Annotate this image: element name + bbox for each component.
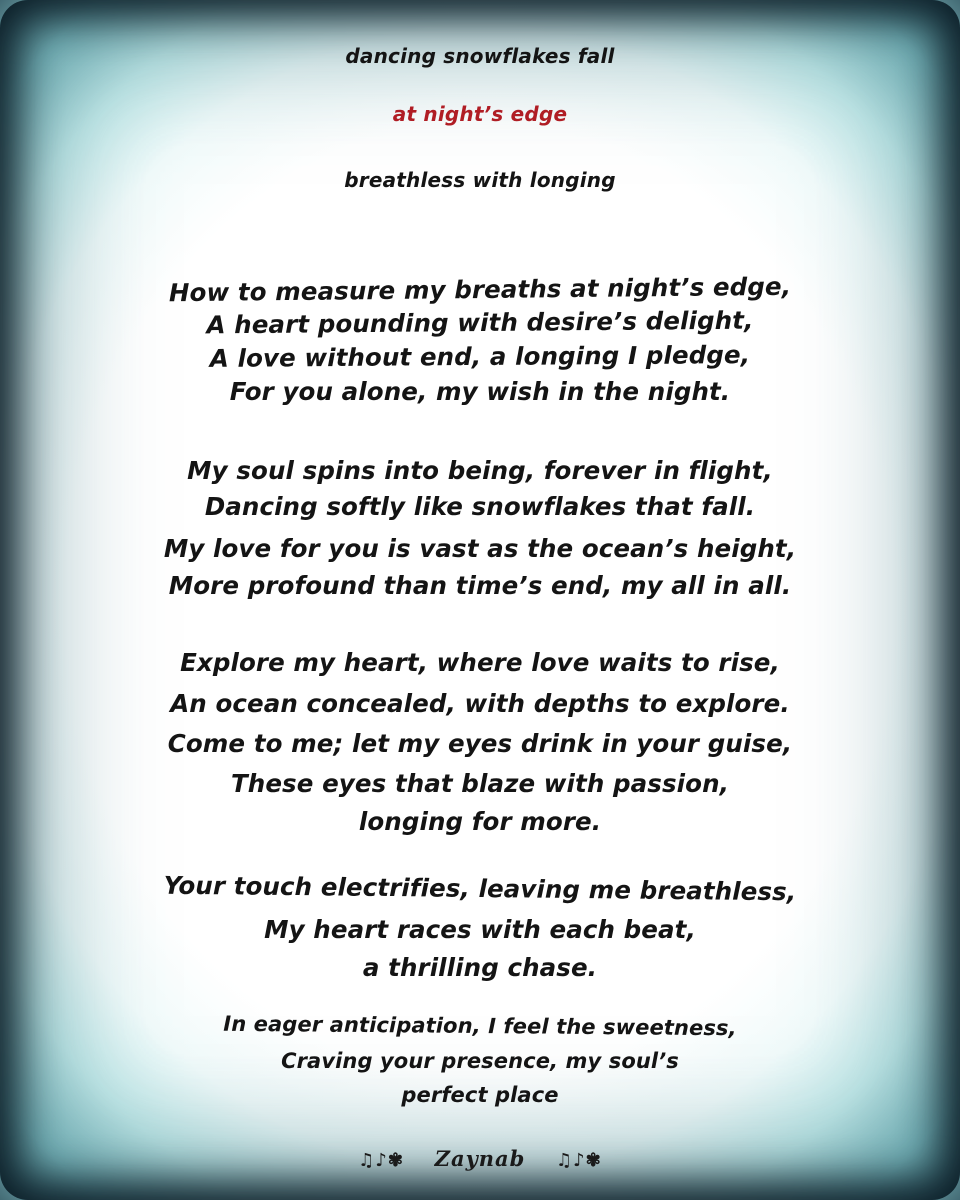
stanza-4-line-2: My heart races with each beat, bbox=[264, 915, 696, 944]
intro-line-2: at night’s edge bbox=[392, 102, 568, 126]
stanza-5-line-3: perfect place bbox=[401, 1083, 559, 1107]
stanza-5-line-1: In eager anticipation, I feel the sweetness, bbox=[223, 1011, 737, 1041]
stanza-1-line-4: For you alone, my wish in the night. bbox=[229, 377, 731, 406]
stanza-2-line-4: More profound than time’s end, my all in all. bbox=[168, 571, 792, 600]
stanza-2-line-2: Dancing softly like snowflakes that fall. bbox=[204, 492, 756, 521]
music-note-ornament-left: ♫♪✾ bbox=[358, 1150, 405, 1171]
stanza-1-line-3: A love without end, a longing I pledge, bbox=[209, 340, 751, 373]
stanza-1-line-1: How to measure my breaths at night’s edge, bbox=[168, 271, 792, 308]
stanza-3-line-5: longing for more. bbox=[358, 807, 602, 836]
stanza-4-line-3: a thrilling chase. bbox=[362, 953, 598, 982]
intro-line-1: dancing snowflakes fall bbox=[345, 44, 615, 68]
stanza-3-line-1: Explore my heart, where love waits to rise, bbox=[180, 648, 780, 677]
stanza-5-line-2: Craving your presence, my soul’s bbox=[281, 1049, 679, 1073]
stanza-3-line-2: An ocean concealed, with depths to explore. bbox=[170, 689, 790, 718]
stanza-2-line-3: My love for you is vast as the ocean’s height, bbox=[163, 534, 797, 563]
stanza-1-line-2: A heart pounding with desire’s delight, bbox=[206, 305, 754, 340]
signature-name: Zaynab bbox=[434, 1146, 526, 1171]
music-note-ornament-right: ♫♪✾ bbox=[555, 1150, 602, 1171]
intro-line-3: breathless with longing bbox=[344, 168, 616, 192]
stanza-3-line-4: These eyes that blaze with passion, bbox=[230, 769, 730, 798]
stanza-2-line-1: My soul spins into being, forever in flight, bbox=[187, 456, 773, 485]
stanza-4-line-1: Your touch electrifies, leaving me breathless, bbox=[163, 870, 797, 907]
signature bbox=[0, 1146, 960, 1171]
stanza-3-line-3: Come to me; let my eyes drink in your guise, bbox=[167, 729, 793, 758]
